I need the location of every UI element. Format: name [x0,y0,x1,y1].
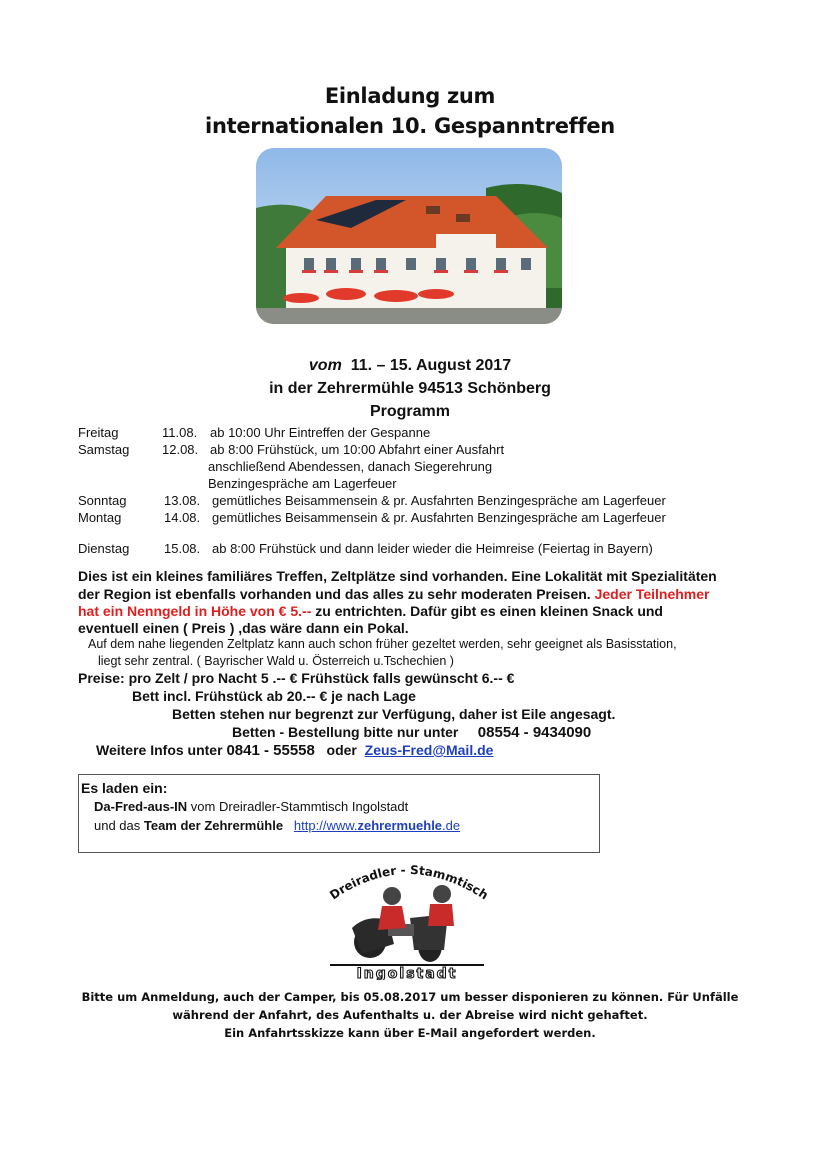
date-text: 11. – 15. August 2017 [350,357,512,374]
schedule-date-4: 14.08. [164,510,201,525]
logo-bottom-text: Ingolstadt [356,966,458,980]
more-info-line [96,742,493,759]
logo-top-text: Dreiradler - Stammtisch [327,862,491,903]
schedule-day-5: Dienstag [78,541,130,556]
title-line-2: internationalen 10. Gespanntreffen [205,114,615,138]
invite-host: Da-Fred-aus-IN [94,799,188,814]
or-label: oder [326,742,357,758]
guesthouse-photo [256,148,562,324]
invite-line-2-pre: und das [94,818,144,833]
info-line-3 [78,603,663,619]
prices-line-2: Bett incl. Frühstück ab 20.-- € je nach Lage [132,688,416,704]
schedule-day-2: Samstag [78,442,130,457]
stammtisch-logo [322,858,492,980]
schedule-text-3: gemütliches Beisammensein & pr. Ausfahrten Benzingespräche am Lagerfeuer [212,493,666,508]
order-phone: 08554 - 9434090 [477,724,592,741]
info-line-2-red: Jeder Teilnehmer [594,586,710,602]
event-dates [0,357,820,375]
footer-line-2: während der Anfahrt, des Aufenthalts u. der Abreise wird nicht gehaftet. [172,1008,648,1022]
email-link[interactable]: Zeus-Fred@Mail.de [364,742,494,758]
schedule-date-2: 12.08. [162,442,199,457]
order-label: Betten - Bestellung bitte nur unter [232,724,459,740]
more-info-label: Weitere Infos unter [96,742,223,758]
schedule-date-1: 11.08. [162,425,198,440]
info-line-2a: der Region ist ebenfalls vorhanden und das alles zu sehr moderaten Preisen. [78,586,595,602]
schedule-day-1: Freitag [78,425,119,440]
invite-heading: Es laden ein: [81,780,168,796]
info-line-1: Dies ist ein kleines familiäres Treffen, Zeltplätze sind vorhanden. Eine Lokalität mit Spezialitäten [78,568,717,584]
website-link[interactable] [294,818,460,833]
beds-line: Betten stehen nur begrenzt zur Verfügung, daher ist Eile angesagt. [172,706,616,722]
url-prefix: http://www. [293,818,358,833]
camp-line-1: Auf dem nahe liegenden Zeltplatz kann auch schon früher gezeltet werden, sehr geeignet als Basisstation, [88,637,677,651]
invite-line-1 [94,799,408,814]
schedule-day-3: Sonntag [78,493,127,508]
camp-line-2: liegt sehr zentral. ( Bayrischer Wald u. Österreich u.Tschechien ) [98,654,454,668]
invite-line-2 [94,818,460,833]
title-line-1: Einladung zum [324,84,496,108]
url-domain: zehrermuehle [357,818,443,833]
info-line-3b: zu entrichten. Dafür gibt es einen kleinen Snack und [311,603,663,619]
schedule-text-4: gemütliches Beisammensein & pr. Ausfahrten Benzingespräche am Lagerfeuer [212,510,666,525]
programm-heading: Programm [369,403,451,420]
more-info-phone: 0841 - 55558 [226,742,315,759]
schedule-date-3: 13.08. [164,493,201,508]
info-line-4: eventuell einen ( Preis ) ,das wäre dann ein Pokal. [78,620,409,636]
info-line-3-red: hat ein Nenngeld in Höhe von € 5.-- [78,603,312,619]
schedule-text-2c: Benzingespräche am Lagerfeuer [208,476,397,491]
event-location: in der Zehrermühle 94513 Schönberg [269,380,551,397]
footer-line-3: Ein Anfahrtsskizze kann über E-Mail angefordert werden. [224,1026,596,1040]
url-suffix: .de [442,818,461,833]
schedule-day-4: Montag [78,510,122,525]
order-line [232,724,591,741]
date-prefix: vom [308,357,342,374]
footer-line-1: Bitte um Anmeldung, auch der Camper, bis 05.08.2017 um besser disponieren zu können. Für Unfälle [81,990,739,1004]
schedule-text-2: ab 8:00 Frühstück, um 10:00 Abfahrt einer Ausfahrt [210,442,505,457]
schedule-text-5: ab 8:00 Frühstück und dann leider wieder die Heimreise (Feiertag in Bayern) [212,541,653,556]
prices-line-1: Preise: pro Zelt / pro Nacht 5 .-- € Frühstück falls gewünscht 6.-- € [78,670,515,686]
info-line-2 [78,586,710,602]
invite-line-1-rest: vom Dreiradler-Stammtisch Ingolstadt [187,799,409,814]
schedule-text-1: ab 10:00 Uhr Eintreffen der Gespanne [210,425,431,440]
invite-team: Team der Zehrermühle [143,818,284,833]
schedule-date-5: 15.08. [164,541,201,556]
schedule-text-2b: anschließend Abendessen, danach Siegerehrung [208,459,493,474]
